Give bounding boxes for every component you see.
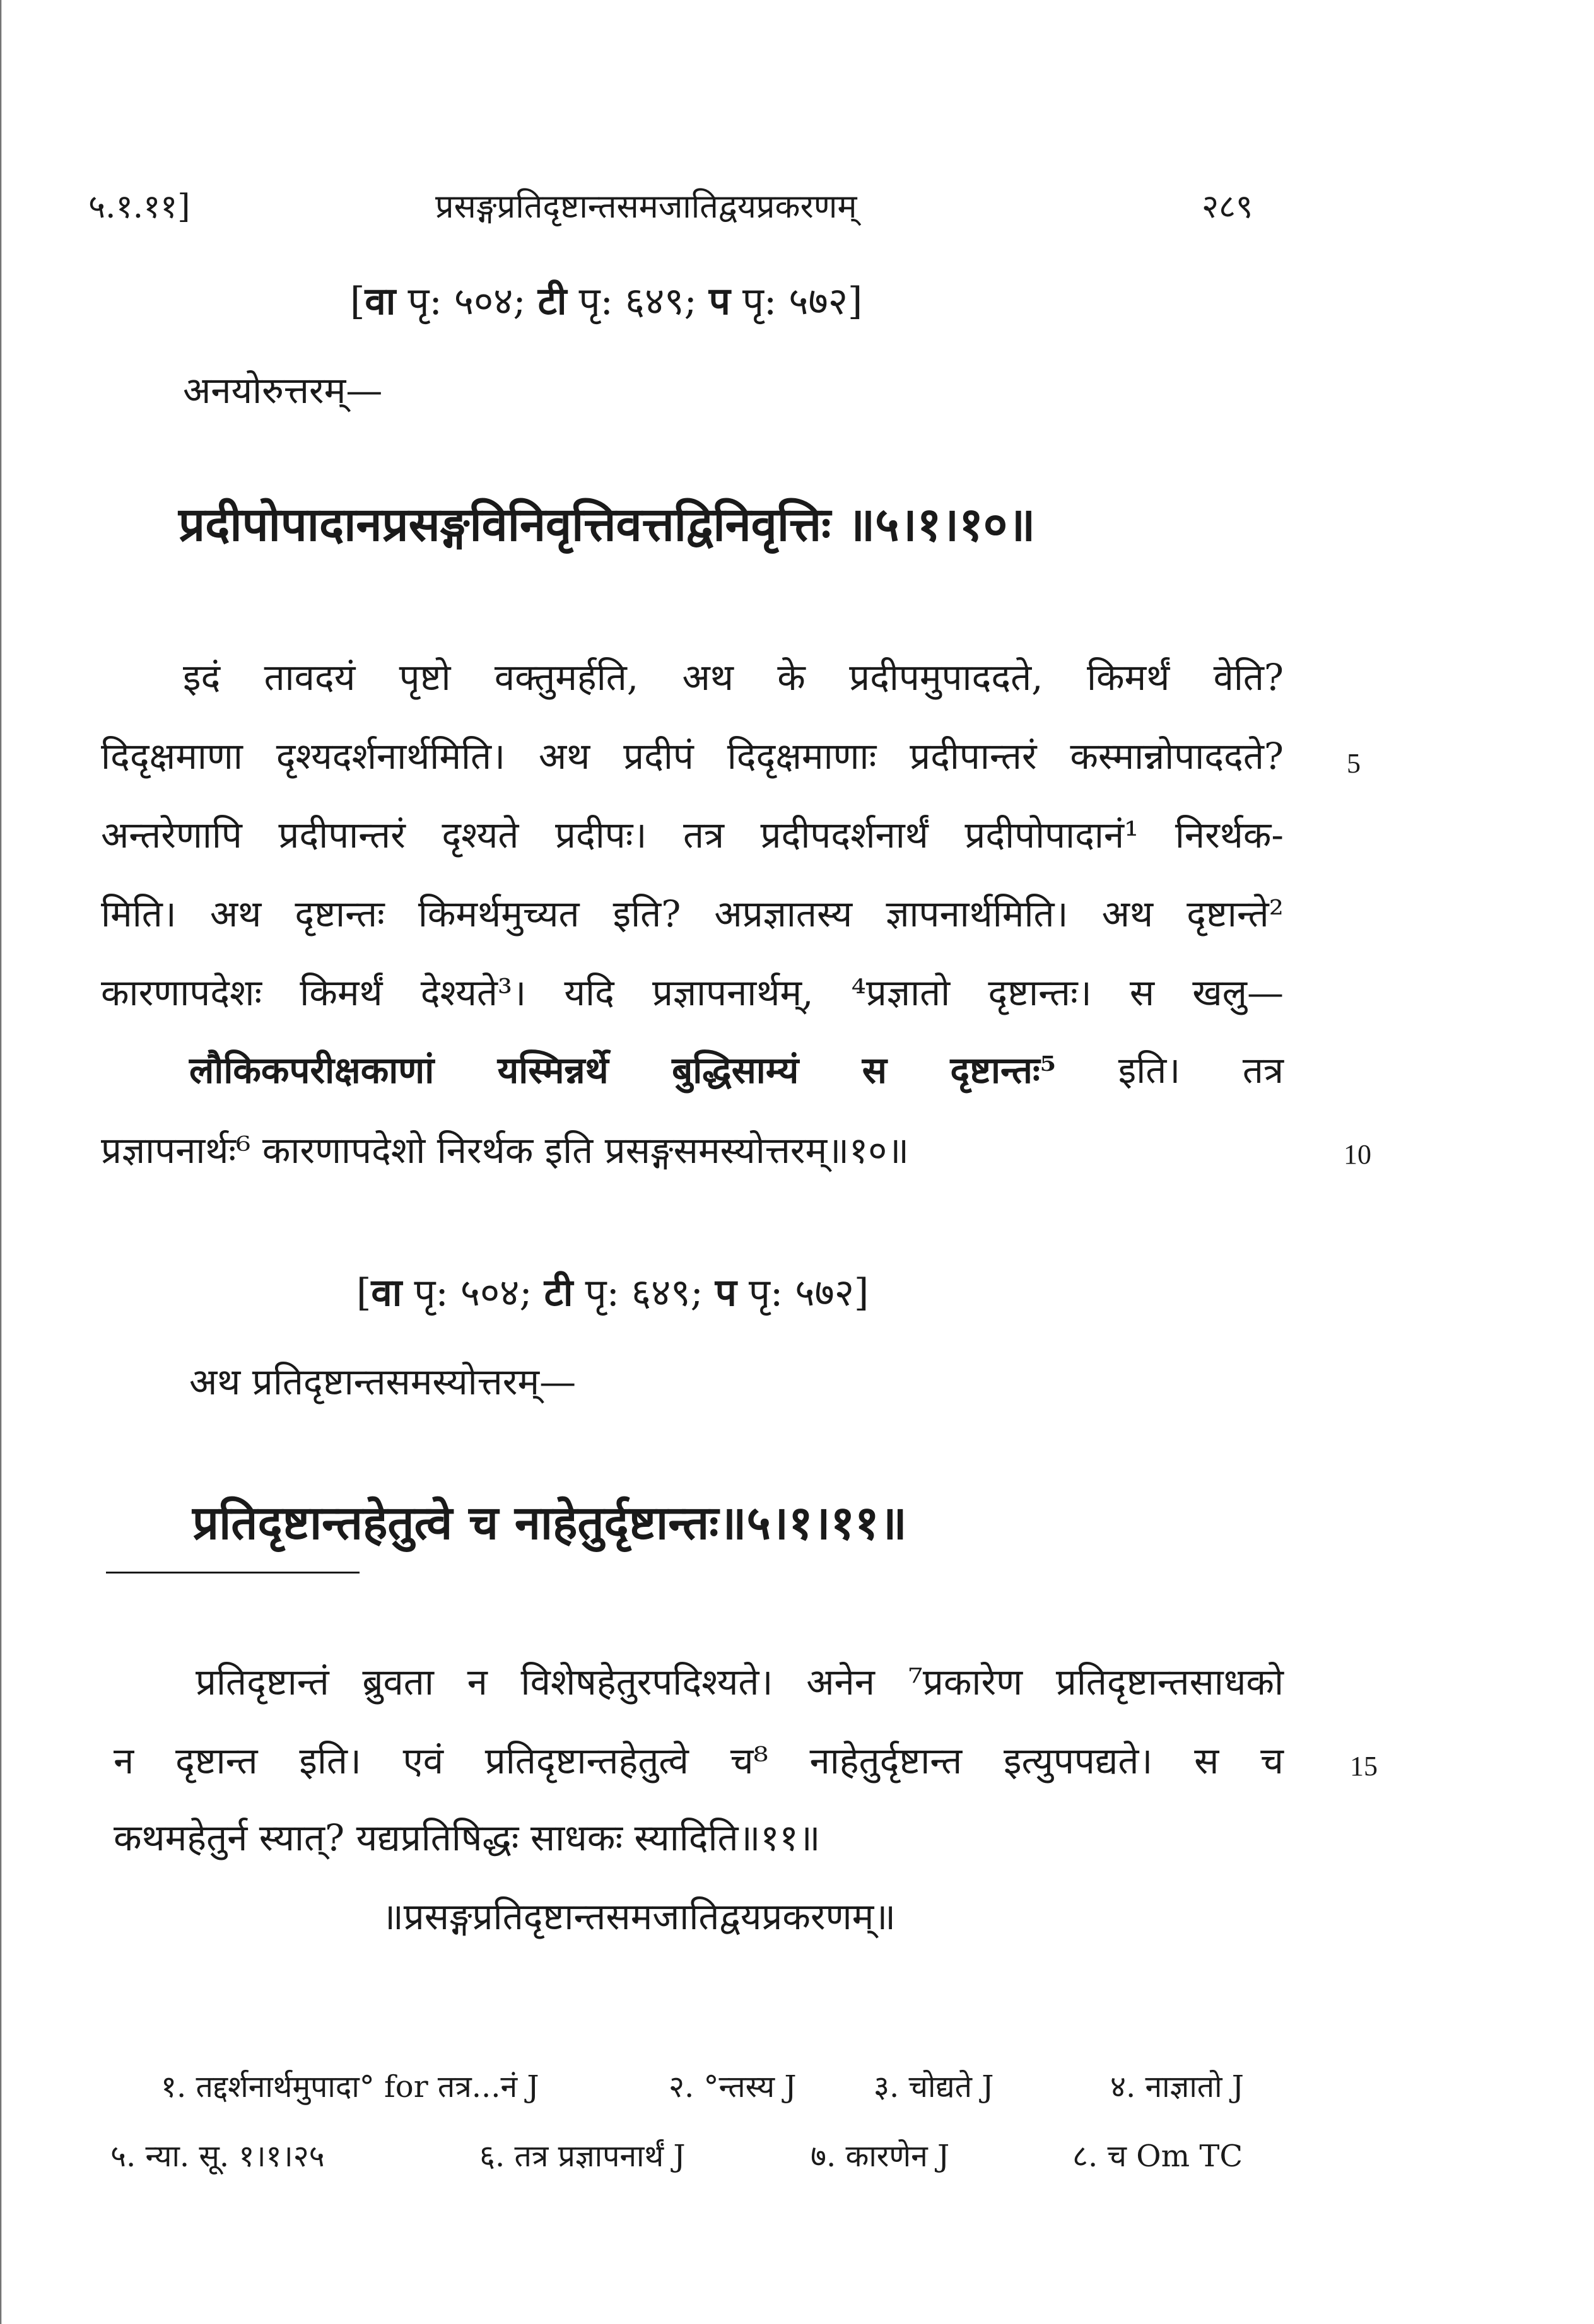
- header-page-number: २८९: [1202, 188, 1253, 226]
- footnote-4: ४. नाज्ञातो J: [1110, 2069, 1245, 2105]
- footnote-rule: [106, 1572, 360, 1574]
- sutra-5-1-10: प्रदीपोपादानप्रसङ्गविनिवृत्तिवत्तद्विनिवृत्तिः ॥५।१।१०॥: [179, 498, 1036, 552]
- line-number-5: 5: [1347, 748, 1361, 779]
- scan-left-edge: [0, 0, 2, 2324]
- footnote-5: ५. न्या. सू. १।१।२५: [110, 2139, 325, 2174]
- commentary-line: मिति। अथ दृष्टान्तः किमर्थमुच्यत इति? अप्रज्ञातस्य ज्ञापनार्थमिति। अथ दृष्टान्ते²: [101, 892, 1284, 935]
- commentary-line: अन्तरेणापि प्रदीपान्तरं दृश्यते प्रदीपः। तत्र प्रदीपदर्शनार्थं प्रदीपोपादानं¹ निरर्थक-: [101, 814, 1284, 856]
- commentary-line-definition: लौकिकपरीक्षकाणां यस्मिन्नर्थे बुद्धिसाम्यं स दृष्टान्तः⁵ इति। तत्र: [189, 1049, 1284, 1092]
- section-closing-colophon: ॥प्रसङ्गप्रतिदृष्टान्तसमजातिद्वयप्रकरणम्॥: [382, 1895, 896, 1938]
- line-number-10: 10: [1344, 1139, 1371, 1170]
- footnote-6: ६. तत्र प्रज्ञापनार्थं J: [479, 2139, 686, 2174]
- sutra-5-1-11: प्रतिदृष्टान्तहेतुत्वे च नाहेतुर्दृष्टान्तः॥५।१।११॥: [192, 1496, 907, 1550]
- reference-bracket-1: [वा पृ: ५०४; टी पृ: ६४९; प पृ: ५७२]: [350, 279, 863, 324]
- footnote-8: ८. च Om TC: [1072, 2139, 1243, 2174]
- footnote-3: ३. चोद्यते J: [874, 2069, 994, 2105]
- commentary-line: न दृष्टान्त इति। एवं प्रतिदृष्टान्तहेतुत्वे च⁸ नाहेतुर्दृष्टान्त इत्युपपद्यते। स च: [114, 1739, 1284, 1782]
- line-number-15: 15: [1350, 1751, 1378, 1782]
- reference-bracket-2: [वा पृ: ५०४; टी पृ: ६४९; प पृ: ५७२]: [356, 1271, 869, 1315]
- commentary-line-last: प्रज्ञापनार्थः⁶ कारणापदेशो निरर्थक इति प्रसङ्गसमस्योत्तरम्॥१०॥: [101, 1129, 910, 1172]
- commentary-line: दिदृक्षमाणा दृश्यदर्शनार्थमिति। अथ प्रदीपं दिदृक्षमाणाः प्रदीपान्तरं कस्मान्नोपाददते?: [101, 735, 1284, 778]
- commentary-line-last: कथमहेतुर्न स्यात्? यद्यप्रतिषिद्धः साधकः स्यादिति॥११॥: [114, 1816, 821, 1859]
- header-chapter-title: प्रसङ्गप्रतिदृष्टान्तसमजातिद्वयप्रकरणम्: [435, 188, 857, 226]
- header-section-number: ५.१.११]: [88, 188, 190, 226]
- commentary-line: कारणापदेशः किमर्थं देश्यते³। यदि प्रज्ञापनार्थम्, ⁴प्रज्ञातो दृष्टान्तः। स खलु—: [101, 971, 1284, 1014]
- commentary-line: इदं तावदयं पृष्टो वक्तुमर्हति, अथ के प्रदीपमुपाददते, किमर्थं वेति?: [183, 656, 1284, 699]
- footnote-2: २. °न्तस्य J: [669, 2069, 797, 2105]
- intro-line-2: अथ प्रतिदृष्टान्तसमस्योत्तरम्—: [189, 1360, 577, 1403]
- commentary-line: प्रतिदृष्टान्तं ब्रुवता न विशेषहेतुरपदिश्यते। अनेन ⁷प्रकारेण प्रतिदृष्टान्तसाधको: [196, 1661, 1284, 1703]
- footnote-1: १. तद्दर्शनार्थमुपादा° for तत्र...नं J: [161, 2069, 539, 2105]
- footnote-7: ७. कारणेन J: [811, 2139, 950, 2174]
- intro-line-1: अनयोरुत्तरम्—: [183, 369, 383, 412]
